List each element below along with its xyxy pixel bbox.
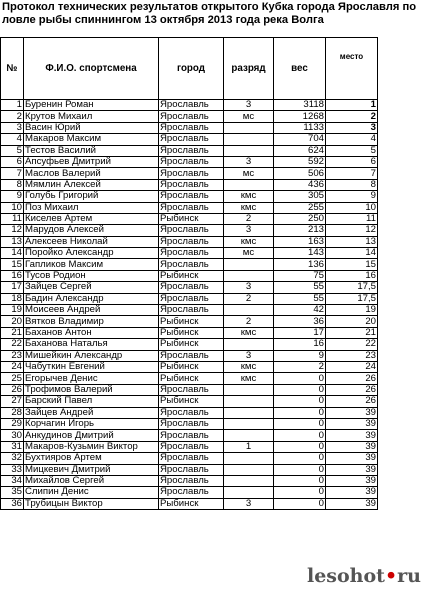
cell-place: 2 bbox=[326, 111, 378, 122]
cell-rank: 3 bbox=[224, 100, 274, 111]
cell-name: Зайцев Сергей bbox=[24, 282, 159, 293]
cell-city: Ярославль bbox=[159, 248, 224, 259]
cell-city: Ярославль bbox=[159, 145, 224, 156]
cell-num: 14 bbox=[1, 248, 24, 259]
cell-weight: 9 bbox=[274, 350, 326, 361]
cell-name: Тусов Родион bbox=[24, 270, 159, 281]
table-row bbox=[1, 498, 378, 509]
cell-num: 18 bbox=[1, 293, 24, 304]
cell-weight: 0 bbox=[274, 430, 326, 441]
cell-city: Рыбинск bbox=[159, 339, 224, 350]
cell-city: Ярославль bbox=[159, 282, 224, 293]
cell-rank: 3 bbox=[224, 350, 274, 361]
cell-place: 11 bbox=[326, 213, 378, 224]
cell-city: Ярославль bbox=[159, 111, 224, 122]
table-row bbox=[1, 453, 378, 464]
cell-city: Ярославль bbox=[159, 441, 224, 452]
cell-city: Ярославль bbox=[159, 225, 224, 236]
cell-place: 39 bbox=[326, 407, 378, 418]
table-row bbox=[1, 316, 378, 327]
cell-place: 21 bbox=[326, 327, 378, 338]
cell-weight: 213 bbox=[274, 225, 326, 236]
cell-weight: 506 bbox=[274, 168, 326, 179]
cell-name: Моисеев Андрей bbox=[24, 305, 159, 316]
cell-num: 27 bbox=[1, 396, 24, 407]
cell-weight: 55 bbox=[274, 293, 326, 304]
cell-weight: 704 bbox=[274, 134, 326, 145]
cell-num: 30 bbox=[1, 430, 24, 441]
cell-rank bbox=[224, 134, 274, 145]
cell-name: Мямлин Алексей bbox=[24, 179, 159, 190]
cell-place: 1 bbox=[326, 100, 378, 111]
cell-weight: 0 bbox=[274, 498, 326, 509]
cell-rank: мс bbox=[224, 111, 274, 122]
cell-weight: 143 bbox=[274, 248, 326, 259]
cell-name: Трофимов Валерий bbox=[24, 384, 159, 395]
cell-place: 22 bbox=[326, 339, 378, 350]
cell-name: Поз Михаил bbox=[24, 202, 159, 213]
cell-num: 19 bbox=[1, 305, 24, 316]
cell-name: Апсуфьев Дмитрий bbox=[24, 156, 159, 167]
watermark-dot: • bbox=[384, 565, 398, 587]
cell-place: 23 bbox=[326, 350, 378, 361]
cell-name: Егорычев Денис bbox=[24, 373, 159, 384]
cell-weight: 3118 bbox=[274, 100, 326, 111]
cell-num: 11 bbox=[1, 213, 24, 224]
table-row bbox=[1, 134, 378, 145]
cell-rank bbox=[224, 407, 274, 418]
cell-place: 16 bbox=[326, 270, 378, 281]
cell-place: 26 bbox=[326, 384, 378, 395]
cell-name: Зайцев Андрей bbox=[24, 407, 159, 418]
cell-weight: 16 bbox=[274, 339, 326, 350]
cell-place: 39 bbox=[326, 475, 378, 486]
cell-city: Ярославль bbox=[159, 305, 224, 316]
cell-place: 9 bbox=[326, 191, 378, 202]
cell-weight: 0 bbox=[274, 475, 326, 486]
results-table-body bbox=[1, 38, 378, 510]
cell-name: Поройко Александр bbox=[24, 248, 159, 259]
cell-name: Михайлов Сергей bbox=[24, 475, 159, 486]
cell-place: 15 bbox=[326, 259, 378, 270]
cell-name: Барский Павел bbox=[24, 396, 159, 407]
cell-city: Ярославль bbox=[159, 487, 224, 498]
table-row bbox=[1, 168, 378, 179]
table-row bbox=[1, 236, 378, 247]
cell-weight: 0 bbox=[274, 373, 326, 384]
cell-num: 32 bbox=[1, 453, 24, 464]
cell-num: 21 bbox=[1, 327, 24, 338]
table-row bbox=[1, 350, 378, 361]
cell-name: Бухтияров Артем bbox=[24, 453, 159, 464]
header-rank: разряд bbox=[224, 38, 274, 100]
cell-rank: 3 bbox=[224, 156, 274, 167]
cell-weight: 250 bbox=[274, 213, 326, 224]
cell-place: 20 bbox=[326, 316, 378, 327]
cell-name: Алексеев Николай bbox=[24, 236, 159, 247]
cell-rank: 3 bbox=[224, 498, 274, 509]
cell-num: 22 bbox=[1, 339, 24, 350]
watermark-suffix: ru bbox=[397, 565, 421, 587]
cell-city: Рыбинск bbox=[159, 213, 224, 224]
table-row bbox=[1, 396, 378, 407]
cell-city: Рыбинск bbox=[159, 498, 224, 509]
cell-city: Ярославль bbox=[159, 179, 224, 190]
cell-name: Баханов Антон bbox=[24, 327, 159, 338]
cell-rank bbox=[224, 339, 274, 350]
cell-num: 9 bbox=[1, 191, 24, 202]
cell-city: Рыбинск bbox=[159, 316, 224, 327]
cell-place: 39 bbox=[326, 498, 378, 509]
table-row bbox=[1, 487, 378, 498]
cell-city: Ярославль bbox=[159, 384, 224, 395]
cell-city: Ярославль bbox=[159, 418, 224, 429]
header-city: город bbox=[159, 38, 224, 100]
cell-weight: 1268 bbox=[274, 111, 326, 122]
cell-num: 35 bbox=[1, 487, 24, 498]
cell-weight: 42 bbox=[274, 305, 326, 316]
cell-num: 34 bbox=[1, 475, 24, 486]
table-row bbox=[1, 282, 378, 293]
table-row bbox=[1, 111, 378, 122]
cell-rank bbox=[224, 259, 274, 270]
cell-name: Мишейкин Александр bbox=[24, 350, 159, 361]
cell-city: Ярославль bbox=[159, 259, 224, 270]
cell-weight: 305 bbox=[274, 191, 326, 202]
cell-city: Ярославль bbox=[159, 122, 224, 133]
cell-weight: 0 bbox=[274, 453, 326, 464]
cell-rank bbox=[224, 418, 274, 429]
table-row bbox=[1, 213, 378, 224]
cell-num: 10 bbox=[1, 202, 24, 213]
cell-weight: 55 bbox=[274, 282, 326, 293]
cell-city: Ярославль bbox=[159, 430, 224, 441]
cell-city: Ярославль bbox=[159, 293, 224, 304]
table-row bbox=[1, 122, 378, 133]
cell-place: 39 bbox=[326, 430, 378, 441]
cell-weight: 17 bbox=[274, 327, 326, 338]
header-weight: вес bbox=[274, 38, 326, 100]
cell-name: Чабуткин Евгений bbox=[24, 361, 159, 372]
table-row bbox=[1, 441, 378, 452]
cell-weight: 0 bbox=[274, 384, 326, 395]
cell-rank bbox=[224, 270, 274, 281]
cell-rank: кмс bbox=[224, 191, 274, 202]
cell-place: 14 bbox=[326, 248, 378, 259]
cell-place: 3 bbox=[326, 122, 378, 133]
cell-name: Маслов Валерий bbox=[24, 168, 159, 179]
cell-num: 3 bbox=[1, 122, 24, 133]
cell-rank: 3 bbox=[224, 282, 274, 293]
cell-place: 13 bbox=[326, 236, 378, 247]
cell-num: 13 bbox=[1, 236, 24, 247]
cell-weight: 592 bbox=[274, 156, 326, 167]
cell-place: 7 bbox=[326, 168, 378, 179]
cell-city: Ярославль bbox=[159, 407, 224, 418]
table-row bbox=[1, 373, 378, 384]
cell-rank: 2 bbox=[224, 316, 274, 327]
cell-name: Макаров-Кузьмин Виктор bbox=[24, 441, 159, 452]
cell-weight: 0 bbox=[274, 396, 326, 407]
cell-rank: кмс bbox=[224, 236, 274, 247]
cell-rank: кмс bbox=[224, 327, 274, 338]
cell-weight: 0 bbox=[274, 487, 326, 498]
cell-city: Рыбинск bbox=[159, 361, 224, 372]
header-place: место bbox=[326, 38, 378, 100]
cell-city: Ярославль bbox=[159, 156, 224, 167]
table-row bbox=[1, 407, 378, 418]
table-row bbox=[1, 430, 378, 441]
table-row bbox=[1, 248, 378, 259]
cell-place: 24 bbox=[326, 361, 378, 372]
results-table bbox=[0, 37, 378, 510]
cell-num: 12 bbox=[1, 225, 24, 236]
cell-name: Крутов Михаил bbox=[24, 111, 159, 122]
cell-num: 8 bbox=[1, 179, 24, 190]
cell-rank bbox=[224, 179, 274, 190]
table-row bbox=[1, 145, 378, 156]
cell-num: 4 bbox=[1, 134, 24, 145]
table-row bbox=[1, 156, 378, 167]
cell-num: 24 bbox=[1, 361, 24, 372]
table-row bbox=[1, 327, 378, 338]
cell-city: Ярославль bbox=[159, 100, 224, 111]
cell-weight: 0 bbox=[274, 464, 326, 475]
header-name: Ф.И.О. спортсмена bbox=[24, 38, 159, 100]
cell-place: 39 bbox=[326, 453, 378, 464]
cell-place: 26 bbox=[326, 373, 378, 384]
cell-name: Корчагин Игорь bbox=[24, 418, 159, 429]
cell-city: Ярославль bbox=[159, 202, 224, 213]
cell-num: 2 bbox=[1, 111, 24, 122]
table-row bbox=[1, 270, 378, 281]
table-row bbox=[1, 384, 378, 395]
cell-rank bbox=[224, 122, 274, 133]
watermark-logo bbox=[307, 565, 421, 587]
cell-place: 10 bbox=[326, 202, 378, 213]
cell-place: 26 bbox=[326, 396, 378, 407]
cell-weight: 624 bbox=[274, 145, 326, 156]
cell-city: Ярославль bbox=[159, 191, 224, 202]
cell-name: Мицкевич Дмитрий bbox=[24, 464, 159, 475]
cell-rank: мс bbox=[224, 248, 274, 259]
cell-place: 39 bbox=[326, 487, 378, 498]
table-row bbox=[1, 191, 378, 202]
cell-name: Макаров Максим bbox=[24, 134, 159, 145]
cell-num: 36 bbox=[1, 498, 24, 509]
table-row bbox=[1, 179, 378, 190]
cell-weight: 136 bbox=[274, 259, 326, 270]
cell-city: Ярославль bbox=[159, 475, 224, 486]
cell-rank: 3 bbox=[224, 225, 274, 236]
cell-num: 25 bbox=[1, 373, 24, 384]
cell-rank: 2 bbox=[224, 293, 274, 304]
cell-rank bbox=[224, 464, 274, 475]
table-row bbox=[1, 464, 378, 475]
cell-place: 17,5 bbox=[326, 282, 378, 293]
cell-city: Ярославль bbox=[159, 168, 224, 179]
cell-weight: 0 bbox=[274, 407, 326, 418]
cell-name: Анкудинов Дмитрий bbox=[24, 430, 159, 441]
cell-city: Ярославль bbox=[159, 350, 224, 361]
cell-rank bbox=[224, 487, 274, 498]
cell-num: 31 bbox=[1, 441, 24, 452]
cell-name: Слипин Денис bbox=[24, 487, 159, 498]
cell-city: Ярославль bbox=[159, 236, 224, 247]
cell-rank: кмс bbox=[224, 361, 274, 372]
cell-name: Киселев Артем bbox=[24, 213, 159, 224]
cell-weight: 255 bbox=[274, 202, 326, 213]
cell-weight: 36 bbox=[274, 316, 326, 327]
table-row bbox=[1, 361, 378, 372]
cell-name: Трубицын Виктор bbox=[24, 498, 159, 509]
cell-place: 19 bbox=[326, 305, 378, 316]
table-row bbox=[1, 339, 378, 350]
table-row bbox=[1, 418, 378, 429]
cell-rank: 1 bbox=[224, 441, 274, 452]
cell-name: Марудов Алексей bbox=[24, 225, 159, 236]
cell-num: 26 bbox=[1, 384, 24, 395]
cell-num: 29 bbox=[1, 418, 24, 429]
table-row bbox=[1, 202, 378, 213]
cell-num: 33 bbox=[1, 464, 24, 475]
cell-name: Вятков Владимир bbox=[24, 316, 159, 327]
cell-city: Ярославль bbox=[159, 464, 224, 475]
table-row bbox=[1, 293, 378, 304]
cell-name: Гапликов Максим bbox=[24, 259, 159, 270]
cell-city: Ярославль bbox=[159, 453, 224, 464]
cell-num: 5 bbox=[1, 145, 24, 156]
table-row bbox=[1, 475, 378, 486]
cell-place: 8 bbox=[326, 179, 378, 190]
cell-weight: 2 bbox=[274, 361, 326, 372]
cell-place: 5 bbox=[326, 145, 378, 156]
cell-rank bbox=[224, 453, 274, 464]
cell-rank bbox=[224, 430, 274, 441]
cell-rank bbox=[224, 384, 274, 395]
cell-place: 39 bbox=[326, 464, 378, 475]
cell-rank bbox=[224, 305, 274, 316]
cell-num: 6 bbox=[1, 156, 24, 167]
cell-num: 15 bbox=[1, 259, 24, 270]
watermark-prefix: lesohot bbox=[307, 565, 385, 587]
cell-place: 39 bbox=[326, 418, 378, 429]
cell-city: Рыбинск bbox=[159, 373, 224, 384]
cell-num: 7 bbox=[1, 168, 24, 179]
cell-weight: 0 bbox=[274, 441, 326, 452]
cell-rank: мс bbox=[224, 168, 274, 179]
cell-rank: кмс bbox=[224, 373, 274, 384]
cell-city: Рыбинск bbox=[159, 396, 224, 407]
cell-num: 23 bbox=[1, 350, 24, 361]
cell-num: 1 bbox=[1, 100, 24, 111]
cell-place: 4 bbox=[326, 134, 378, 145]
cell-num: 16 bbox=[1, 270, 24, 281]
cell-name: Бадин Александр bbox=[24, 293, 159, 304]
cell-name: Баханова Наталья bbox=[24, 339, 159, 350]
cell-city: Рыбинск bbox=[159, 327, 224, 338]
cell-place: 39 bbox=[326, 441, 378, 452]
cell-place: 12 bbox=[326, 225, 378, 236]
cell-rank: 2 bbox=[224, 213, 274, 224]
table-header-row bbox=[1, 38, 378, 100]
table-row bbox=[1, 100, 378, 111]
cell-weight: 0 bbox=[274, 418, 326, 429]
table-row bbox=[1, 305, 378, 316]
cell-rank: кмс bbox=[224, 202, 274, 213]
cell-num: 20 bbox=[1, 316, 24, 327]
cell-weight: 1133 bbox=[274, 122, 326, 133]
cell-city: Ярославль bbox=[159, 134, 224, 145]
cell-num: 17 bbox=[1, 282, 24, 293]
protocol-title: Протокол технических результатов открытого Кубка города Ярославля по ловле рыбы спиннингом 13 октября 2013 года река Волга bbox=[2, 1, 417, 26]
table-row bbox=[1, 225, 378, 236]
cell-weight: 163 bbox=[274, 236, 326, 247]
header-num: № bbox=[1, 38, 24, 100]
cell-num: 28 bbox=[1, 407, 24, 418]
table-row bbox=[1, 259, 378, 270]
cell-name: Голубь Григорий bbox=[24, 191, 159, 202]
cell-weight: 75 bbox=[274, 270, 326, 281]
cell-city: Рыбинск bbox=[159, 270, 224, 281]
cell-rank bbox=[224, 396, 274, 407]
cell-name: Васин Юрий bbox=[24, 122, 159, 133]
cell-weight: 436 bbox=[274, 179, 326, 190]
cell-name: Буренин Роман bbox=[24, 100, 159, 111]
cell-rank bbox=[224, 475, 274, 486]
cell-name: Тестов Василий bbox=[24, 145, 159, 156]
cell-place: 6 bbox=[326, 156, 378, 167]
cell-rank bbox=[224, 145, 274, 156]
cell-place: 17,5 bbox=[326, 293, 378, 304]
